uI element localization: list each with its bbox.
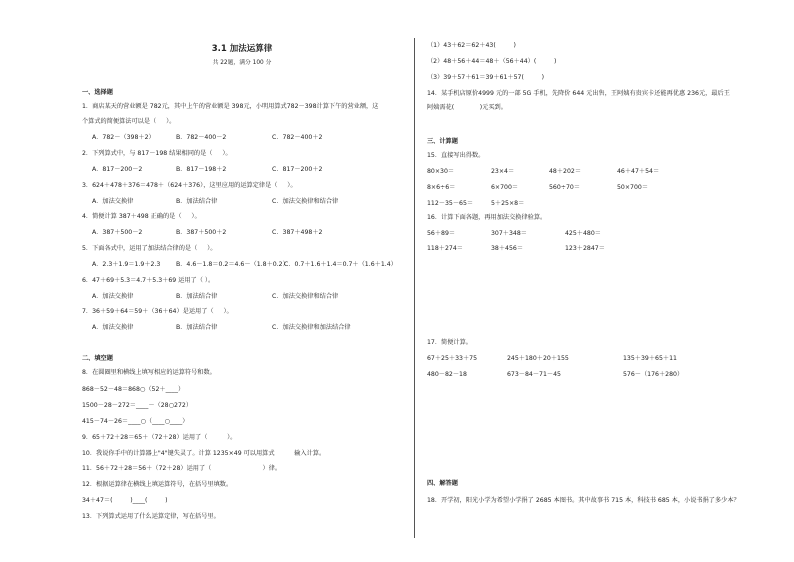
- q16-item: 307＋348＝: [491, 230, 527, 237]
- question-18: 18．开学初，阳光小学为希望小学捐了 2685 本图书。其中故事书 715 本，科技书 685 本，小说书捐了多少本？: [427, 497, 740, 504]
- question-12a: 34＋47＝( )____( ): [82, 497, 168, 504]
- question-5: 5．下面各式中，运用了加法结合律的是（ ）。: [82, 245, 217, 252]
- q15-item: 80×30＝: [427, 168, 455, 175]
- q1-option-b: B．782－400－2: [176, 134, 227, 141]
- q6-option-b: B．加法结合律: [176, 293, 218, 300]
- q2-option-c: C．817－200＋2: [272, 166, 323, 173]
- question-8a: 868－52－48＝868○（52＋____）: [82, 386, 185, 393]
- section-fill-heading: 二、填空题: [82, 355, 113, 362]
- left-column: [82, 0, 402, 562]
- q16-item: 123＋2847＝: [565, 245, 605, 252]
- question-12: 12．根据运算律在横线上填运算符号，在括号里填数。: [82, 481, 233, 488]
- q1-option-c: C．782－400＋2: [272, 134, 323, 141]
- question-15: 15．直接写出得数。: [427, 152, 485, 159]
- q13-part-2: （2）48＋56＋44＝48＋（56＋44）( ): [427, 58, 557, 65]
- q6-option-a: A．加法交换律: [92, 293, 134, 300]
- q5-option-a: A．2.3＋1.9＝1.9＋2.3: [92, 261, 161, 268]
- question-17: 17．简便计算。: [427, 339, 472, 346]
- q4-option-b: B．387＋500＋2: [176, 229, 227, 236]
- question-13: 13．下列算式运用了什么运算定律，写在括号里。: [82, 513, 220, 520]
- q3-option-b: B．加法结合律: [176, 198, 218, 205]
- question-14-line-1: 14．某手机店原价4999 元的一部 5G 手机，先降价 644 元出售，王阿姨有贵宾卡还能再优惠 236元，最后王: [427, 90, 730, 97]
- question-8: 8．在圆圈里和横线上填写相应的运算符号和数。: [82, 369, 216, 376]
- q17-item: 135＋39＋65＋11: [623, 355, 677, 362]
- question-7: 7．36＋59＋64＝59＋（36＋64）是运用了（ ）。: [82, 308, 233, 315]
- q15-item: 6×700＝: [491, 184, 519, 191]
- q4-option-a: A．387＋500－2: [92, 229, 143, 236]
- q15-item: 112－35－65＝: [427, 200, 474, 207]
- q3-option-c: C．加法交换律和结合律: [272, 198, 339, 205]
- q1-option-a: A．782－（398＋2）: [92, 134, 155, 141]
- q15-item: 46＋47＋54＝: [617, 168, 660, 175]
- q13-part-3: （3）39＋57＋61＝39＋61＋57( ): [427, 74, 545, 81]
- q15-item: 48＋202＝: [549, 168, 582, 175]
- section-calc-heading: 三、计算题: [427, 138, 458, 145]
- question-9: 9．65＋72＋28＝65＋（72＋28）运用了（ ）。: [82, 434, 237, 441]
- question-6: 6．47＋69＋5.3＝4.7＋5.3＋69 运用了（ ）。: [82, 277, 215, 284]
- q3-option-a: A．加法交换律: [92, 198, 134, 205]
- q16-item: 118＋274＝: [427, 245, 463, 252]
- worksheet-subtitle: 共 22题，满分 100 分: [212, 60, 272, 66]
- q6-option-c: C．加法交换律和结合律: [272, 293, 339, 300]
- q16-item: 38＋456＝: [491, 245, 524, 252]
- q7-option-c: C．加法交换律和加法结合律: [272, 324, 351, 331]
- q17-item: 673－84－71－45: [507, 371, 561, 378]
- q16-item: 425＋480＝: [565, 230, 601, 237]
- question-14-line-2: 阿姨需花( )元买到。: [427, 104, 507, 111]
- q17-item: 576－（176＋280）: [623, 371, 684, 378]
- worksheet-title: 3.1 加法运算律: [211, 44, 273, 54]
- question-8b: 1500－28－272＝____－（28○272）: [82, 402, 193, 409]
- column-divider: [414, 38, 415, 538]
- q7-option-b: B．加法结合律: [176, 324, 218, 331]
- q16-item: 56＋89＝: [427, 230, 456, 237]
- section-choice-heading: 一、选择题: [82, 89, 113, 96]
- question-1-line-1: 1．商店某天的营业额是 782元，其中上午的营业额是 398元，小明用算式782－398计算下午的营业额，这: [82, 103, 379, 110]
- question-11: 11．56＋72＋28＝56＋（72＋28）运用了（ ）律。: [82, 465, 282, 472]
- q5-option-b: B．4.6－1.8＝0.2＝4.6－（1.8＋0.2）: [176, 261, 289, 268]
- q7-option-a: A．加法交换律: [92, 324, 134, 331]
- q17-item: 67＋25＋33＋75: [427, 355, 478, 362]
- q15-item: 23×4＝: [491, 168, 515, 175]
- question-2: 2．下列算式中，与 817－198 结果相同的是（ ）。: [82, 150, 232, 157]
- q4-option-c: C．387＋498＋2: [272, 229, 323, 236]
- q17-item: 480－82－18: [427, 371, 467, 378]
- q17-item: 245＋180＋20＋155: [507, 355, 569, 362]
- q2-option-a: A．817－200－2: [92, 166, 143, 173]
- question-8c: 415－74－26＝____○（____○____）: [82, 418, 189, 425]
- question-16: 16．计算下面各题，再用加法交换律验算。: [427, 214, 547, 221]
- q15-item: 560÷70＝: [549, 184, 581, 191]
- right-column: [427, 0, 767, 562]
- q15-item: 5＋25×8＝: [491, 200, 525, 207]
- q15-item: 8×6÷6＝: [427, 184, 456, 191]
- q5-option-c: C．0.7＋1.6＋1.4＝0.7＋（1.6＋1.4）: [284, 261, 397, 268]
- question-4: 4．简便计算 387＋498 正确的是（ ）。: [82, 213, 201, 220]
- section-solve-heading: 四、解答题: [427, 480, 458, 487]
- q2-option-b: B．817－198＋2: [176, 166, 227, 173]
- question-10: 10．我说你手中的计算器上"4"键失灵了。计算 1235×49 可以用算式 输入计算。: [82, 450, 326, 457]
- q15-item: 50×700＝: [617, 184, 649, 191]
- q13-part-1: （1）43＋62＝62＋43( ): [427, 42, 516, 49]
- question-3: 3．624＋478＋376＝478＋（624＋376），这里应用的运算定律是（ ）。: [82, 182, 297, 189]
- question-1-line-2: 个算式的简便算法可以是（ ）。: [82, 118, 176, 125]
